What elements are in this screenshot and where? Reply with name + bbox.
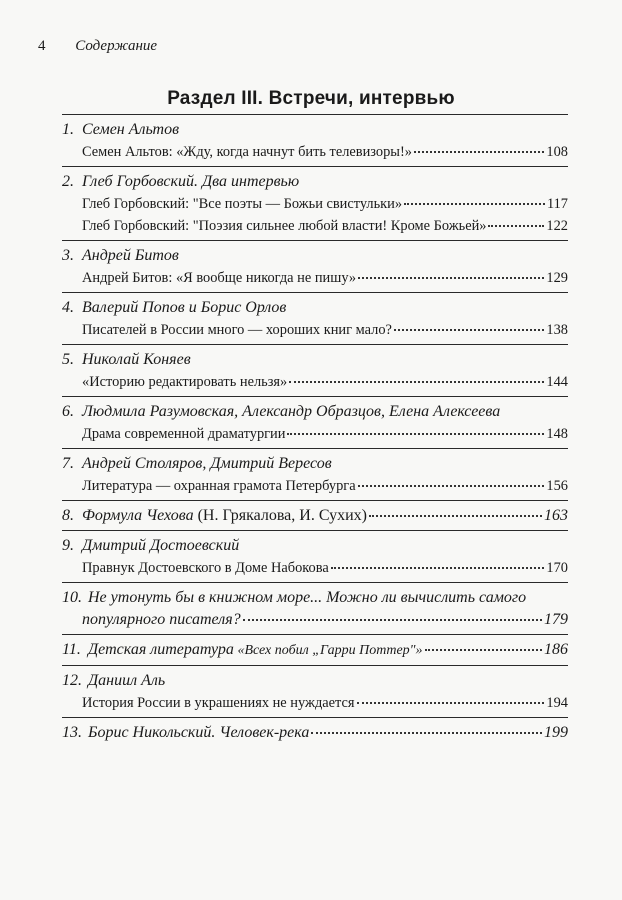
toc-heading-continued: популярного писателя? [82,611,241,628]
toc-group: 3. Андрей Битов Андрей Битов: «Я вообще никогда не пишу» 129 [62,240,568,292]
toc-heading: Формула Чехова [82,507,194,524]
toc-group: 4. Валерий Попов и Борис Орлов Писателей в России много — хороших книг мало? 138 [62,292,568,344]
toc-heading: Валерий Попов и Борис Орлов [82,299,287,316]
toc-heading: Даниил Аль [88,672,166,689]
toc-page: 144 [546,374,568,390]
toc-page: 163 [544,507,568,524]
toc-heading: Дмитрий Достоевский [82,537,240,554]
toc-entry[interactable]: История России в украшениях не нуждается 194 [62,692,568,714]
toc-heading: Андрей Столяров, Дмитрий Вересов [82,455,332,472]
toc-page: 199 [544,724,568,741]
toc-group: 10. Не утонуть бы в книжном море... Можно ли вычислить самого популярного писателя? 179 [62,582,568,634]
toc-group [62,634,568,665]
toc-page: 186 [544,641,568,658]
toc-heading: Людмила Разумовская, Александр Образцов, Елена Алексеева [82,403,501,420]
toc-group: 7. Андрей Столяров, Дмитрий Вересов Литература — охранная грамота Петербурга 156 [62,448,568,500]
toc-group: 5. Николай Коняев «Историю редактировать нельзя» 144 [62,344,568,396]
toc-page: 179 [544,611,568,628]
toc-entry[interactable]: Писателей в России много — хороших книг мало? 138 [62,319,568,341]
leader-dots [358,484,545,487]
toc-heading: Не утонуть бы в книжном море... Можно ли вычислить самого [88,589,527,606]
toc-group: 12. Даниил Аль История России в украшениях не нуждается 194 [62,665,568,717]
leader-dots [311,731,542,734]
leader-dots [331,566,545,569]
toc-heading: Семен Альтов [82,121,180,138]
toc-entry[interactable]: Глеб Горбовский: "Все поэты — Божьи свистульки» 117 [62,193,568,215]
leader-dots [488,224,544,227]
toc-group: 1. Семен Альтов Семен Альтов: «Жду, когда начнут бить телевизоры!» 108 [62,114,568,166]
toc-heading-subtitle: «Всех побил „Гарри Поттер"» [233,643,423,658]
toc-entry[interactable] [62,609,568,631]
toc-page: 156 [546,478,568,494]
toc-entry[interactable]: 11. Детская литература «Всех побил „Гарри Поттер"» 186 [62,639,568,662]
toc-page: 129 [546,270,568,286]
toc-entry[interactable]: 13. Борис Никольский. Человек-река 199 [62,722,568,744]
toc-entry[interactable]: Литература — охранная грамота Петербурга 156 [62,475,568,497]
toc-group [62,717,568,747]
toc-heading: Борис Никольский. Человек-река [88,724,310,741]
toc-page: 117 [546,196,568,212]
toc-entry[interactable]: 8. Формула Чехова (Н. Грякалова, И. Сухих) 163 [62,505,568,527]
section-title: Раздел III. Встречи, интервью [167,88,455,109]
toc-entry[interactable]: Драма современной драматургии 148 [62,423,568,445]
toc-page: 108 [546,144,568,160]
leader-dots [357,701,545,704]
toc-entry[interactable]: Андрей Битов: «Я вообще никогда не пишу» 129 [62,267,568,289]
toc-entry[interactable]: Семен Альтов: «Жду, когда начнут бить телевизоры!» 108 [62,141,568,163]
table-of-contents [62,114,568,747]
running-head [38,38,157,55]
toc-heading: Николай Коняев [82,351,191,368]
toc-heading: Глеб Горбовский. Два интервью [82,173,300,190]
toc-heading: Андрей Битов [82,247,179,264]
toc-page: 170 [546,560,568,576]
leader-dots [358,276,544,279]
leader-dots [287,432,544,435]
toc-group: 9. Дмитрий Достоевский Правнук Достоевского в Доме Набокова 170 [62,530,568,582]
toc-entry[interactable]: Правнук Достоевского в Доме Набокова 170 [62,557,568,579]
leader-dots [369,514,542,517]
page-number: 4 [38,38,46,54]
toc-group: 2. Глеб Горбовский. Два интервью Глеб Горбовский: "Все поэты — Божьи свистульки» 117 Глеб Горбовский: "Поэзия сильнее любой власти! Кроме Божьей» 122 [62,166,568,240]
leader-dots [289,380,544,383]
toc-page: 194 [546,695,568,711]
leader-dots [414,150,544,153]
leader-dots [425,648,542,651]
toc-entry[interactable]: Глеб Горбовский: "Поэзия сильнее любой власти! Кроме Божьей» 122 [62,215,568,237]
leader-dots [243,618,542,621]
toc-heading: Детская литература [88,641,234,658]
toc-entry[interactable]: «Историю редактировать нельзя» 144 [62,371,568,393]
toc-group [62,500,568,530]
leader-dots [404,202,545,205]
toc-page: 138 [546,322,568,338]
running-title: Содержание [75,38,158,54]
toc-heading-authors: (Н. Грякалова, И. Сухих) [193,507,367,524]
toc-page: 122 [546,218,568,234]
toc-page: 148 [546,426,568,442]
toc-group: 6. Людмила Разумовская, Александр Образцов, Елена Алексеева Драма современной драматургии 148 [62,396,568,448]
leader-dots [394,328,545,331]
